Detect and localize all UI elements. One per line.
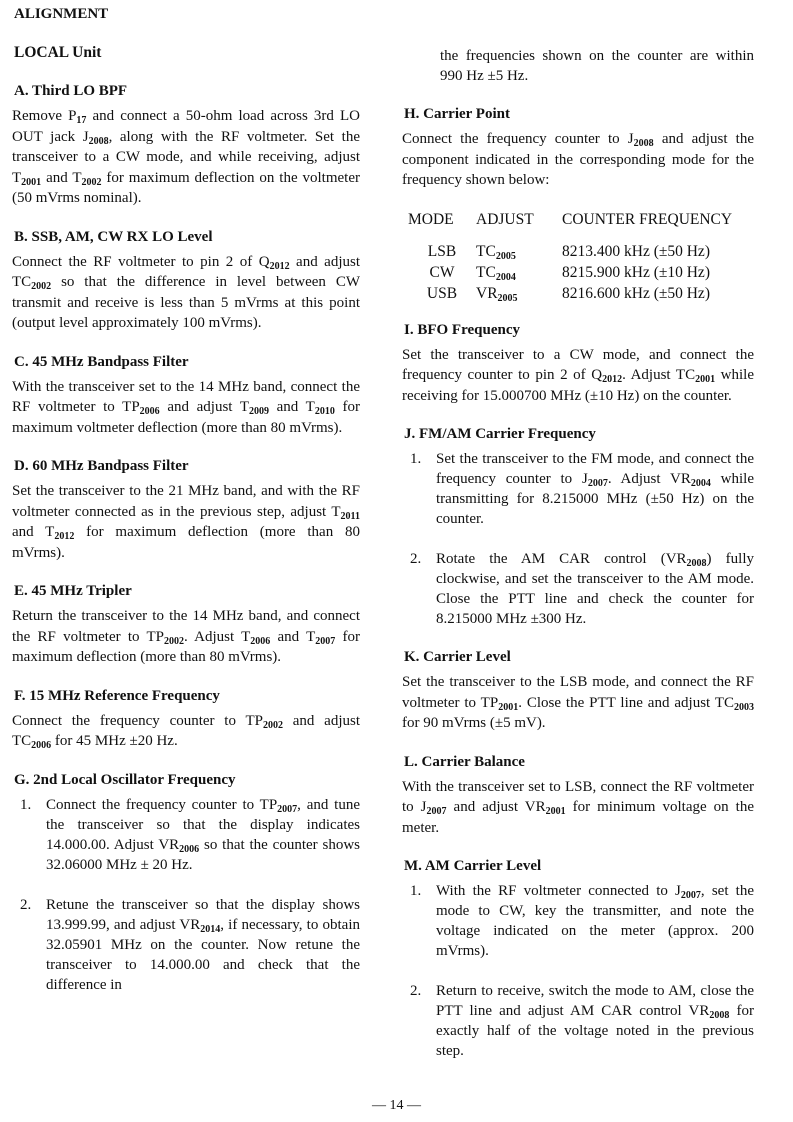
subscript: 2008 [709, 1010, 730, 1021]
section-h-body: Connect the frequency counter to $J_{2008}$ and adjust the component indicated in the corresponding mode for the frequency shown below: [402, 131, 754, 188]
subscript: 2003 [734, 701, 754, 713]
column-header-adjust: ADJUST [476, 210, 534, 228]
section-a-body: Remove $P_{17}$ and connect a 50-ohm load across 3rd LO OUT jack $J_{2008}$, along with the RF voltmeter. Set the transceiver to a CW mode, and while receiving, adjust $T_{2001}$ and $T_{2002}$ for maximum deflection on the voltmeter (50 mVrms nominal). [12, 108, 360, 206]
subscript: 2004 [495, 271, 516, 283]
carrier-point-table [408, 211, 732, 304]
section-j-step-1 [402, 449, 754, 529]
subscript: 2012 [269, 260, 290, 272]
step-number: 1. [410, 451, 422, 467]
step-text: Rotate the AM CAR control $(VR_{2008})$ fully clockwise, and set the transceiver to the AM mode. Close the PTT line and check the counter for 8.215000 MHz ±300 Hz. [436, 551, 754, 627]
subscript: 2007 [680, 890, 701, 901]
subscript: 2001 [498, 701, 519, 713]
section-h-title: H. Carrier Point [404, 106, 510, 122]
section-d-title: D. 60 MHz Bandpass Filter [14, 458, 189, 474]
section-e-body: Return the transceiver to the 14 MHz band, and connect the RF voltmeter to $TP_{2002}$. Adjust $T_{2006}$ and $T_{2007}$ for maximum deflection (more than 80 mVrms). [12, 608, 360, 665]
step-number: 2. [410, 983, 422, 999]
section-f-body: Connect the frequency counter to $TP_{2002}$ and adjust $TC_{2006}$ for 45 MHz ±20 Hz. [12, 712, 360, 751]
section-i-title: I. BFO Frequency [404, 321, 520, 338]
section-c-title: C. 45 MHz Bandpass Filter [14, 353, 189, 370]
section-g-step-2 [12, 895, 360, 995]
subscript: 2005 [497, 292, 518, 304]
subscript: 2006 [250, 635, 271, 647]
subscript: 2006 [31, 740, 52, 751]
subscript: 2012 [54, 531, 75, 542]
step-number: 2. [410, 551, 422, 567]
subscript: 2012 [602, 374, 623, 385]
subscript: 2007 [277, 803, 298, 815]
subscript: 2002 [163, 635, 184, 647]
section-j-title: J. FM/AM Carrier Frequency [404, 426, 596, 442]
step-text: Set the transceiver to the FM mode, and connect the frequency counter to $J_{2007}$. Adjust $VR_{2004}$ while transmitting for 8.215000 MHz (±50 Hz) on the counter. [436, 451, 755, 527]
section-a-title: A. Third LO BPF [14, 83, 128, 99]
subscript: 2002 [31, 281, 52, 292]
frequency-cell: 8215.900 kHz (±10 Hz) [562, 263, 710, 281]
subscript: 2005 [495, 250, 516, 262]
step-number: 2. [20, 896, 32, 913]
column-header-mode: MODE [408, 210, 454, 228]
section-e-title: E. 45 MHz Tripler [14, 583, 132, 599]
section-j-step-2 [402, 549, 754, 629]
subscript: 2011 [340, 510, 360, 522]
section-c-body: With the transceiver set to the 14 MHz band, connect the RF voltmeter to $TP_{2006}$ and adjust $T_{2009}$ and $T_{2010}$ for maximum voltmeter deflection (more than 80 mVrms). [12, 378, 360, 436]
subscript: 2006 [139, 406, 160, 417]
page-number: — 14 — [372, 1098, 421, 1113]
subscript: 2007 [587, 478, 608, 489]
mode-cell: LSB [427, 242, 457, 260]
subscript: 2009 [249, 406, 269, 417]
section-m-step-1 [402, 881, 754, 961]
adjust-cell: $TC_{2005}$ [476, 242, 516, 262]
section-b-body: Connect the RF voltmeter to pin 2 of $Q_{2012}$ and adjust $TC_{2002}$ so that the difference in level between CW transmit and receive is less than 5 mVrms at this point (output level approximately 100 mVrms). [12, 253, 360, 331]
frequency-cell: 8216.600 kHz (±50 Hz) [562, 284, 710, 302]
section-l-title: L. Carrier Balance [404, 753, 525, 770]
subscript: 2002 [262, 719, 283, 731]
step-text: Connect the frequency counter to $TP_{2007}$, and tune the transceiver so that the display indicates 14.000.00. Adjust $VR_{2006}$ so that the counter shows 32.06000 MHz ± 20 Hz. [46, 796, 361, 873]
frequency-cell: 8213.400 kHz (±50 Hz) [562, 242, 710, 260]
page-header: ALIGNMENT [14, 6, 109, 22]
subscript: 2014 [200, 923, 221, 935]
section-g-step-1 [12, 795, 360, 875]
column-header-frequency: COUNTER FREQUENCY [562, 210, 733, 228]
mode-cell: USB [426, 284, 458, 302]
step-text: Retune the transceiver so that the display shows 13.999.99, and adjust $VR_{2014}$, if necessary, to obtain 32.05901 MHz on the counter. Now retune the transceiver to 14.000.00 and check that the difference in [46, 896, 360, 993]
adjust-cell: $VR_{2005}$ [476, 284, 518, 304]
section-m-title: M. AM Carrier Level [404, 858, 542, 874]
subscript: 2004 [690, 478, 711, 489]
table-row [408, 241, 732, 262]
subscript: 2006 [179, 843, 200, 855]
unit-title: LOCAL Unit [14, 44, 102, 61]
subscript: 2008 [633, 138, 654, 149]
table-row [408, 283, 732, 304]
left-column [12, 44, 360, 1015]
section-g-title: G. 2nd Local Oscillator Frequency [14, 771, 236, 788]
section-i-body: Set the transceiver to a CW mode, and connect the frequency counter to pin 2 of $Q_{2012}$. Adjust $TC_{2001}$ while receiving for 15.000700 MHz (±10 Hz) on the counter. [402, 346, 755, 404]
section-g-step-2-continued: the frequencies shown on the counter are within 990 Hz ±5 Hz. [440, 48, 754, 84]
section-m-step-2 [402, 981, 754, 1061]
section-b-title: B. SSB, AM, CW RX LO Level [14, 228, 213, 245]
subscript: 2001 [545, 806, 566, 817]
subscript: 17 [76, 115, 87, 126]
table-row [408, 262, 732, 283]
section-l-body: With the transceiver set to LSB, connect the RF voltmeter to $J_{2007}$ and adjust $VR_{2001}$ for minimum voltage on the meter. [402, 778, 754, 836]
table-header-row [408, 211, 732, 241]
section-d-body: Set the transceiver to the 21 MHz band, and with the RF voltmeter connected as in the previous step, adjust $T_{2011}$ and $T_{2012}$ for maximum deflection (more than 80 mVrms). [12, 483, 360, 561]
step-text: Return to receive, switch the mode to AM, close the PTT line and adjust AM CAR control $VR_{2008}$ for exactly half of the voltage noted in the previous step. [436, 983, 754, 1059]
section-k-body: Set the transceiver to the LSB mode, and connect the RF voltmeter to $TP_{2001}$. Close the PTT line and adjust $TC_{2003}$ for 90 mVrms (±5 mV). [402, 674, 754, 731]
step-text: With the RF voltmeter connected to $J_{2007}$, set the mode to CW, key the transmitter, and note the voltage indicated on the meter (approx. 200 mVrms). [436, 883, 754, 959]
section-k-title: K. Carrier Level [404, 649, 511, 665]
mode-cell: CW [429, 263, 455, 281]
subscript: 2008 [686, 558, 707, 569]
adjust-cell: $TC_{2004}$ [476, 263, 516, 283]
section-f-title: F. 15 MHz Reference Frequency [14, 687, 220, 704]
subscript: 2007 [315, 635, 336, 647]
subscript: 2001 [695, 374, 716, 385]
subscript: 2007 [426, 806, 447, 817]
subscript: 2008 [88, 135, 109, 147]
subscript: 2010 [314, 406, 335, 417]
subscript: 2002 [81, 176, 102, 188]
step-number: 1. [20, 796, 32, 813]
right-column [402, 48, 754, 1081]
subscript: 2001 [21, 176, 42, 188]
step-number: 1. [410, 883, 422, 899]
